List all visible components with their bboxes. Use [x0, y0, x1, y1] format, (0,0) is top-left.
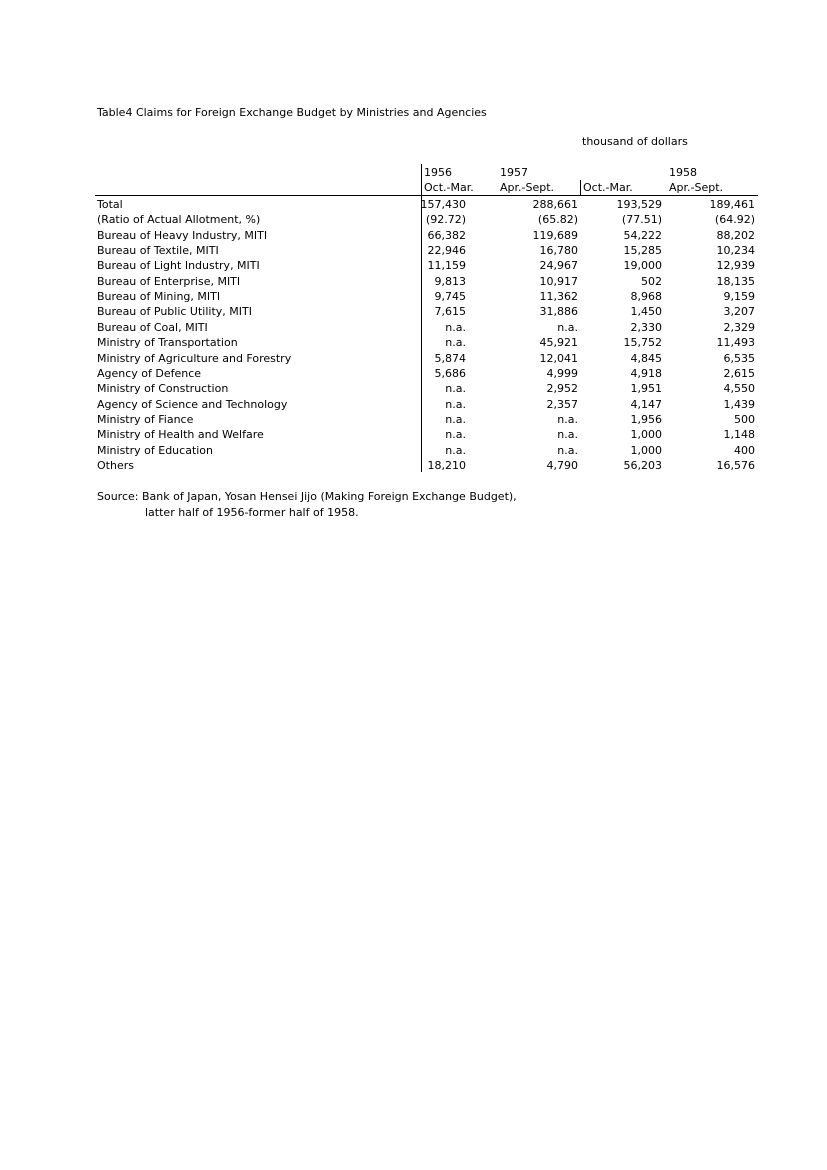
cell-value: 193,529 — [616, 198, 662, 211]
cell-value: 1,450 — [630, 305, 662, 319]
cell-value: 288,661 — [532, 198, 578, 211]
cell-value: 11,159 — [427, 259, 466, 273]
cell-value: 4,790 — [546, 458, 578, 472]
cell-value: n.a. — [445, 382, 466, 396]
table-row — [0, 304, 827, 319]
row-label: Bureau of Enterprise, MITI — [97, 274, 241, 288]
row-label: Ministry of Fiance — [97, 412, 194, 426]
table-row — [0, 335, 827, 350]
cell-value: 1,000 — [630, 428, 662, 442]
cell-value: 7,615 — [434, 305, 466, 319]
header-year-1958: 1958 — [669, 166, 697, 179]
header-col-3: Oct.-Mar. — [583, 181, 633, 194]
table-row — [0, 351, 827, 366]
cell-value: 4,999 — [546, 366, 578, 380]
cell-value: (65.82) — [537, 213, 578, 227]
cell-value: 4,845 — [630, 351, 662, 365]
cell-value: (92.72) — [425, 213, 466, 227]
table-row — [0, 366, 827, 381]
cell-value: 54,222 — [623, 228, 662, 242]
cell-value: n.a. — [445, 320, 466, 334]
cell-value: n.a. — [445, 443, 466, 457]
header-divider — [580, 180, 581, 196]
cell-value: 12,939 — [716, 259, 755, 273]
table-row — [0, 289, 827, 304]
cell-value: 22,946 — [427, 244, 466, 258]
cell-value: 11,362 — [539, 290, 578, 304]
cell-value: n.a. — [445, 336, 466, 350]
row-label: Ministry of Construction — [97, 382, 229, 396]
cell-value: n.a. — [557, 428, 578, 442]
header-year-1957: 1957 — [500, 166, 528, 179]
table-row — [0, 427, 827, 442]
row-label: Ministry of Health and Welfare — [97, 428, 264, 442]
table-row — [0, 458, 827, 473]
row-label: Bureau of Coal, MITI — [97, 320, 208, 334]
cell-value: n.a. — [557, 443, 578, 457]
cell-value: 88,202 — [716, 228, 755, 242]
cell-value: 9,813 — [434, 274, 466, 288]
header-rule — [95, 195, 758, 196]
header-col-4: Apr.-Sept. — [669, 181, 724, 194]
table-title: Table4 Claims for Foreign Exchange Budget by Ministries and Agencies — [97, 106, 487, 119]
row-label: (Ratio of Actual Allotment, %) — [97, 213, 261, 227]
row-label: Ministry of Education — [97, 443, 214, 457]
cell-value: n.a. — [445, 397, 466, 411]
cell-value: 4,550 — [723, 382, 755, 396]
header-col-1: Oct.-Mar. — [424, 181, 474, 194]
row-label: Ministry of Transportation — [97, 336, 238, 350]
cell-value: 5,686 — [434, 366, 466, 380]
row-label: Bureau of Heavy Industry, MITI — [97, 228, 268, 242]
cell-value: 1,000 — [630, 443, 662, 457]
table-row — [0, 258, 827, 273]
table-row — [0, 443, 827, 458]
cell-value: 1,439 — [723, 397, 755, 411]
cell-value: 18,210 — [427, 458, 466, 472]
table-row — [0, 228, 827, 243]
table-row — [0, 212, 827, 227]
cell-value: 400 — [734, 443, 755, 457]
cell-value: n.a. — [557, 412, 578, 426]
cell-value: 5,874 — [434, 351, 466, 365]
cell-value: 9,745 — [434, 290, 466, 304]
cell-value: 12,041 — [539, 351, 578, 365]
cell-value: n.a. — [445, 428, 466, 442]
table-row — [0, 412, 827, 427]
cell-value: 18,135 — [716, 274, 755, 288]
cell-value: 4,918 — [630, 366, 662, 380]
cell-value: 15,285 — [623, 244, 662, 258]
table-row — [0, 274, 827, 289]
cell-value: 31,886 — [539, 305, 578, 319]
cell-value: 9,159 — [723, 290, 755, 304]
cell-value: 10,917 — [539, 274, 578, 288]
cell-value: 500 — [734, 412, 755, 426]
source-note — [97, 489, 517, 521]
header-year-1956: 1956 — [424, 166, 452, 179]
cell-value: 2,952 — [546, 382, 578, 396]
source-line-1: Source: Bank of Japan, Yosan Hensei Jijo (Making Foreign Exchange Budget), — [97, 490, 517, 503]
table-row — [0, 320, 827, 335]
cell-value: 2,330 — [630, 320, 662, 334]
cell-value: n.a. — [445, 412, 466, 426]
cell-value: 15,752 — [623, 336, 662, 350]
row-label: Ministry of Agriculture and Forestry — [97, 351, 292, 365]
row-label: Bureau of Mining, MITI — [97, 290, 221, 304]
cell-value: 8,968 — [630, 290, 662, 304]
row-label: Bureau of Textile, MITI — [97, 244, 219, 258]
table-row — [0, 243, 827, 258]
source-line-2: latter half of 1956-former half of 1958. — [145, 506, 359, 519]
cell-value: (64.92) — [714, 213, 755, 227]
cell-value: 6,535 — [723, 351, 755, 365]
cell-value: 3,207 — [723, 305, 755, 319]
cell-value: 45,921 — [539, 336, 578, 350]
table-row — [0, 381, 827, 396]
unit-label: thousand of dollars — [582, 135, 688, 148]
row-label: Others — [97, 458, 134, 472]
row-label: Agency of Defence — [97, 366, 202, 380]
row-label: Bureau of Public Utility, MITI — [97, 305, 252, 319]
cell-value: 1,951 — [630, 382, 662, 396]
cell-value: 16,576 — [716, 458, 755, 472]
row-label: Bureau of Light Industry, MITI — [97, 259, 260, 273]
cell-value: 189,461 — [709, 198, 755, 211]
cell-value: 2,615 — [723, 366, 755, 380]
row-label: Agency of Science and Technology — [97, 397, 288, 411]
cell-value: n.a. — [557, 320, 578, 334]
cell-value: 119,689 — [532, 228, 578, 242]
cell-value: 1,956 — [630, 412, 662, 426]
cell-value: 66,382 — [427, 228, 466, 242]
cell-value: 4,147 — [630, 397, 662, 411]
row-label: Total — [97, 198, 123, 211]
cell-value: 56,203 — [623, 458, 662, 472]
table-row — [0, 397, 827, 412]
cell-value: 157,430 — [420, 198, 466, 211]
table-row — [0, 197, 827, 212]
cell-value: 2,329 — [723, 320, 755, 334]
cell-value: (77.51) — [621, 213, 662, 227]
cell-value: 24,967 — [539, 259, 578, 273]
cell-value: 19,000 — [623, 259, 662, 273]
header-col-2: Apr.-Sept. — [500, 181, 555, 194]
cell-value: 1,148 — [723, 428, 755, 442]
cell-value: 2,357 — [546, 397, 578, 411]
cell-value: 16,780 — [539, 244, 578, 258]
cell-value: 11,493 — [716, 336, 755, 350]
cell-value: 10,234 — [716, 244, 755, 258]
cell-value: 502 — [641, 274, 662, 288]
